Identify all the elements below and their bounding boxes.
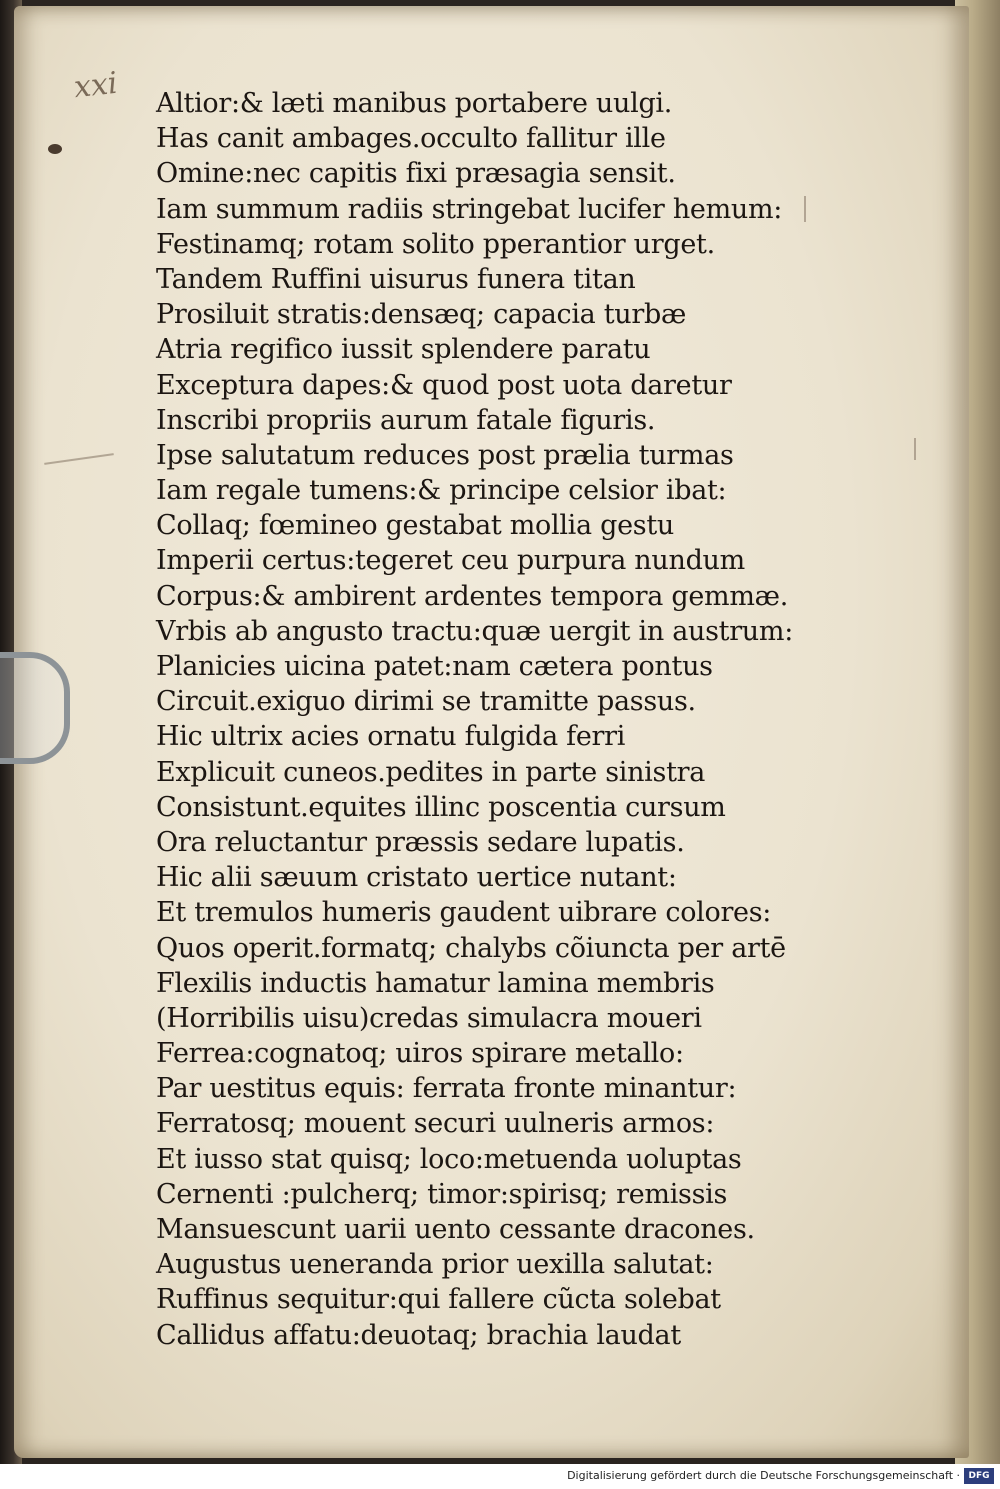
verse-line: Prosiluit stratis:densæq; capacia turbæ <box>156 299 687 331</box>
verse-line: Consistunt.equites illinc poscentia cursum <box>156 791 726 823</box>
verse-line: Iam regale tumens:& principe celsior ibat: <box>156 475 727 507</box>
verse-line: Omine:nec capitis fixi præsagia sensit. <box>156 158 676 190</box>
verse-line: Exceptura dapes:& quod post uota daretur <box>156 369 732 401</box>
funding-credit: Digitalisierung gefördert durch die Deutsche Forschungsgemeinschaft · <box>567 1469 960 1482</box>
verse-line: Planicies uicina patet:nam cætera pontus <box>156 651 713 682</box>
verse-line: Circuit.exiguo dirimi se tramitte passus. <box>156 686 696 718</box>
verse-line: Corpus:& ambirent ardentes tempora gemmæ. <box>156 580 788 612</box>
dfg-logo: DFG <box>964 1468 994 1484</box>
verse-line: Ruffinus sequitur:qui fallere cũcta solebat <box>156 1284 721 1316</box>
verse-line: Inscribi propriis aurum fatale figuris. <box>156 404 656 436</box>
verse-line: Hic alii sæuum cristato uertice nutant: <box>156 862 677 894</box>
verse-line: Collaq; fœmineo gestabat mollia gestu <box>156 510 674 542</box>
ink-blot <box>48 144 62 154</box>
verse-text <box>156 86 956 1353</box>
verse-line: Ipse salutatum reduces post prælia turmas <box>156 439 734 471</box>
verse-line: Vrbis ab angusto tractu:quæ uergit in austrum: <box>156 615 793 647</box>
verse-line: Cernenti :pulcherq; timor:spirisq; remissis <box>156 1178 728 1210</box>
verse-line: Et iusso stat quisq; loco:metuenda uoluptas <box>156 1143 742 1175</box>
digitization-footer <box>0 1464 1000 1489</box>
verse-line: Mansuescunt uarii uento cessante dracones. <box>156 1214 755 1245</box>
book-page <box>14 6 969 1458</box>
verse-line: Augustus ueneranda prior uexilla salutat: <box>156 1249 714 1281</box>
verse-line: Altior:& læti manibus portabere uulgi. <box>156 88 673 119</box>
verse-line: Tandem Ruffini uisurus funera titan <box>156 263 636 295</box>
verse-line: Flexilis inductis hamatur lamina membris <box>156 967 715 999</box>
pencil-mark <box>44 453 114 465</box>
verse-line: Et tremulos humeris gaudent uibrare colores: <box>156 897 772 929</box>
verse-line: Par uestitus equis: ferrata fronte minantur: <box>156 1073 737 1105</box>
verse-line: Callidus affatu:deuotaq; brachia laudat <box>156 1319 681 1351</box>
verse-line: Explicuit cuneos.pedites in parte sinistra <box>156 756 706 788</box>
verse-line: Hic ultrix acies ornatu fulgida ferri <box>156 721 626 753</box>
verse-line: Quos operit.formatq; chalybs cõiuncta per artē <box>156 932 786 964</box>
verse-line: Imperii certus:tegeret ceu purpura nundum <box>156 545 745 577</box>
verse-line: Ferratosq; mouent securi uulneris armos: <box>156 1108 715 1140</box>
verse-line: Festinamq; rotam solito pperantior urget. <box>156 228 715 260</box>
verse-line: Atria regifico iussit splendere paratu <box>156 334 651 366</box>
verse-line: (Horribilis uisu)credas simulacra moueri <box>156 1002 702 1034</box>
verse-line: Has canit ambages.occulto fallitur ille <box>156 123 666 155</box>
folio-number: xxi <box>72 65 120 106</box>
verse-line: Ora reluctantur præssis sedare lupatis. <box>156 826 685 858</box>
verse-line: Ferrea:cognatoq; uiros spirare metallo: <box>156 1038 684 1070</box>
verse-line: Iam summum radiis stringebat lucifer hemum: <box>156 193 783 225</box>
paper-clip <box>0 652 70 764</box>
